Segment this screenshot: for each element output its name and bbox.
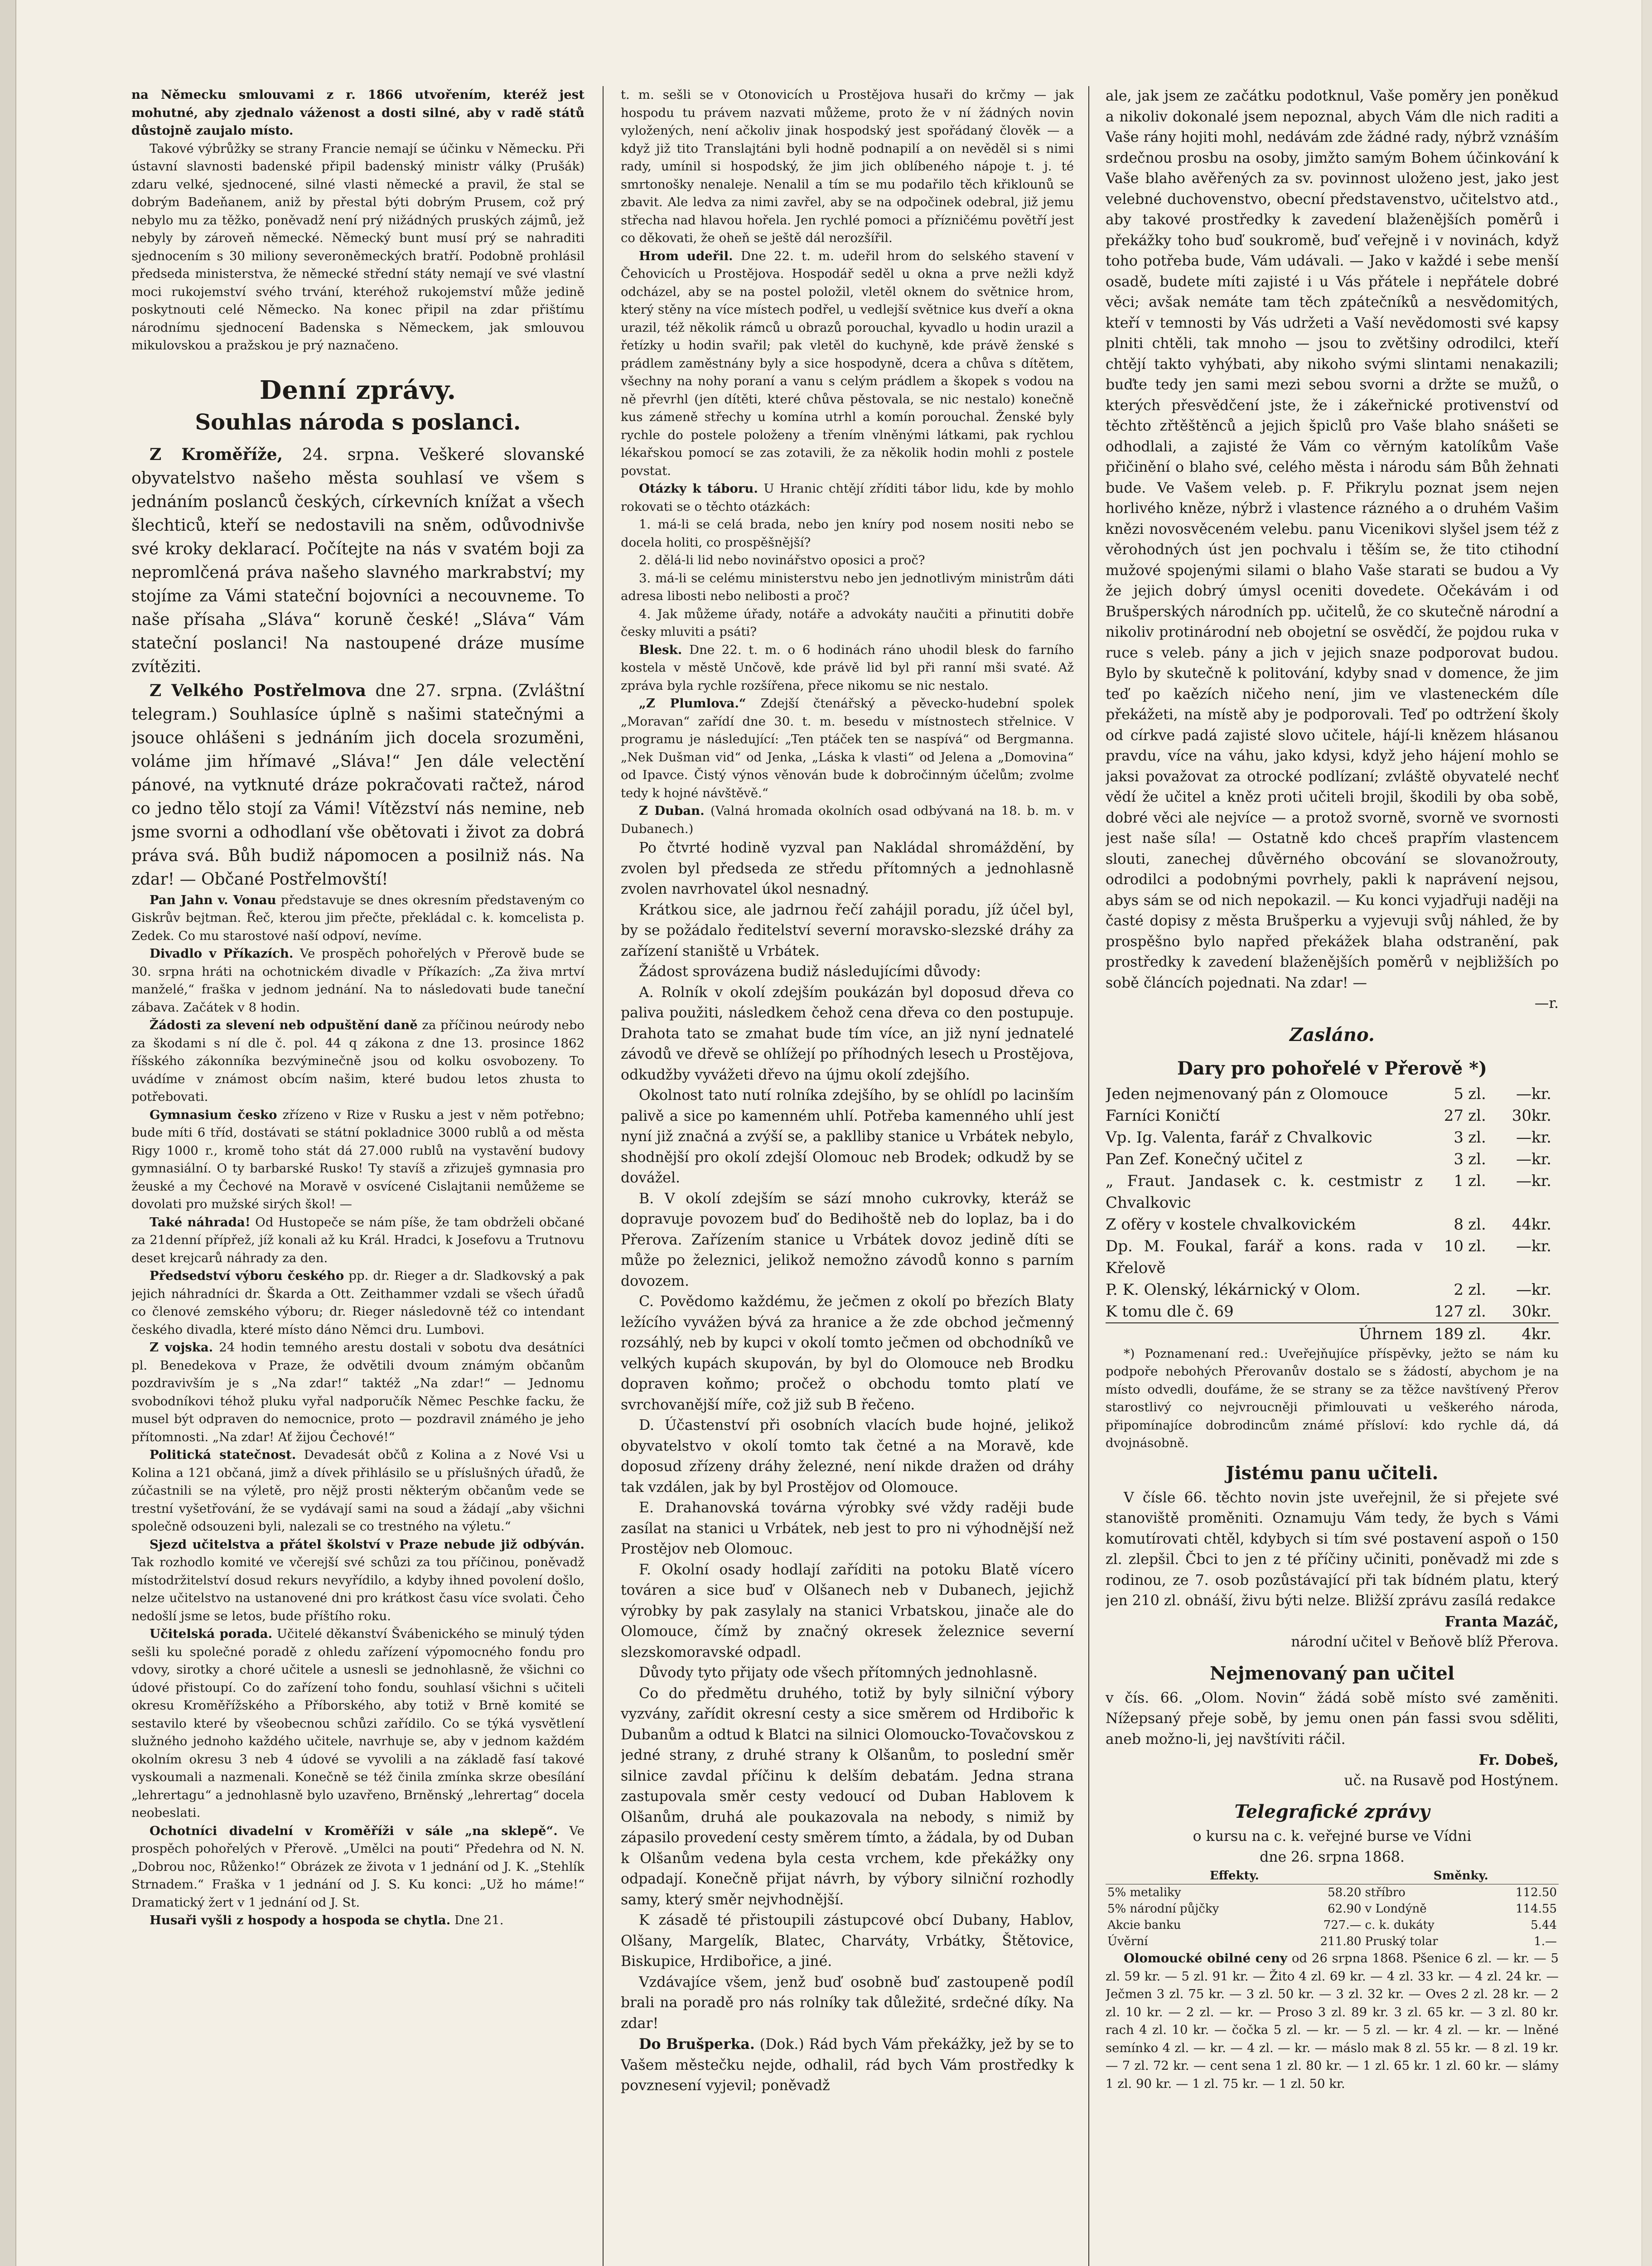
question-item: 2. dělá-li lid nebo novinářstvo oposici a proč? [639,553,925,567]
donation-kr: — [1516,1280,1531,1299]
news-item-body: Zdejší čtenářský a pěvecko-hudební spolek „Moravan“ zařídí dne 30. t. m. besedu v místnostech střelnice. V programu je následující: „Ten ptáček ten se naspívá“ od Bergmanna. „Nek Dušman vid“ od Jenka, „Láska k vlasti“ od Jelena a „Domovina“ od Ipavce. Čistý výnos věnován bude k dobročinným účelům; zvolme tedy k hojné návštěvě.“ [621,696,1074,800]
donation-kr: — [1516,1128,1531,1147]
news-item [131,1912,584,1930]
exchange-row [1106,1933,1559,1950]
news-item-lead: Pan Jahn v. Vonau [150,892,276,907]
news-item-body: Učitelé děkanství Švábenického se minulý týden sešli ku společné poradě z ohledu zařízení výpomocného fondu pro vdovy, sirotky a choré učitele a usnesli se jednohlasně, že všichni co údové přistoupí. Co do zařízení toho fondu, souhlasí všichni s učiteli okresu Kroměřížského a Příborského, aby totiž v Brně komité se sestavilo které by všeobecnou schůzi zařídilo. Co se týká vysvětlení služného jednoho každého učitele, navrhuje se, aby v jednom každém okolním okresu 3 neb 4 údové se vyvolili a na základě fasí takové vyskoumali a nazmenali. Konečně se též činila zmínka skrze obesílání „lehrertagu“ a jednohlasně bylo uzavřeno, Brněnský „lehrertag“ docela neobeslati. [131,1627,584,1820]
kr-unit: kr. [1531,1106,1551,1125]
kr-unit: kr. [1531,1172,1551,1190]
teacher-text: V čísle 66. těchto novin jste uveřejnil, že si přejete své stanoviště proměniti. Oznamuju Vám tedy, že bych s Vámi komutírovati chtěl, kdybych si tím své postavení aspoň o 150 zl. zlepšil. Čbci to jen z té příčiny učiniti, poněvadž mi zde s rodinou, ze 7. osob pozůstávající při tak bídném platu, který jen 210 zl. obnáší, živu býti nelze. Bližší zprávu zasílá redakce [1106,1489,1559,1609]
donor-name: Pan Zef. Konečný učitel z [1106,1150,1303,1168]
question-item: 1. má-li se celá brada, nebo jen kníry pod nosem nositi nebo se docela holiti, co prospěšnější? [621,517,1074,550]
donation-zl: 5 [1454,1085,1464,1103]
news-item-body: představuje se dnes okresním představeným co Giskrův bejtman. Řeč, kterou jim přečte, překládal c. k. komcelista p. Zedek. Co mu starostové naší odpoví, nevíme. [131,892,584,943]
news-items [621,247,1074,516]
question-list [621,516,1074,641]
report-date: dne 27. srpna. [366,681,503,700]
grain-prices-text: od 26 srpna 1868. Pšenice 6 zl. — kr. — 5 zl. 59 kr. — 5 zl. 91 kr. — Žito 4 zl. 69 kr. — 4 zl. 33 kr. — 4 zl. 24 kr. — Ječmen 3 zl. 75 kr. — 3 zl. 50 kr. — 3 zl. 32 kr. — Oves 2 zl. 28 kr. — 2 zl. 10 kr. — 2 zl. — kr. — Proso 3 zl. 89 kr. 3 zl. 65 kr. — 3 zl. 80 kr. rach 4 zl. 10 kr. — čočka 5 zl. — kr. — 5 zl. — kr. 4 zl. — kr. — lněné semínko 4 zl. — kr. — 4 zl. — kr. — máslo mak 8 zl. 55 kr. — 8 zl. 19 kr. — 7 zl. 72 kr. — cent sena 1 zl. 80 kr. — 1 zl. 65 kr. 1 zl. 60 kr. — slámy 1 zl. 90 kr. — 1 zl. 75 kr. — 1 zl. 50 kr. [1106,1951,1559,2091]
telegraph-subtitle: o kursu na c. k. veřejné burse ve Vídni [1193,1828,1472,1845]
kr-unit: kr. [1531,1215,1551,1234]
news-item-body: Devadesát občů z Kolina a z Nové Vsi u Kolina a 121 občaná, jimž a dívek přihlásilo se u příslušných úřadů, že zúčastnili se na výletě, pro nějž prosti některým občanům vede se trestní vyšetřování, že se vydávají sami na soud a žádají „aby všichni společně odsouzeni byli, nalezali se co trestného na výletu.“ [131,1448,584,1534]
donation-zl: 2 [1454,1280,1464,1299]
news-item-lead: Husaři vyšli z hospody a hospoda se chytla. [150,1913,451,1927]
news-item-body: Ve prospěch pohořelých v Přerově. „Umělci na pouti“ Předehra od N. N. „Dobrou noc, Růženko!“ Obrázek ze života v 1 jednání od J. K. „Stehlík Strnadem.“ Fraška v 1 jednání od J. S. Ku konci: „Už ho máme!“ Dramatický žert v 1 jednání od J. St. [131,1823,584,1910]
brusperk-letter [621,2034,1074,2097]
zl-unit: zl. [1468,1106,1486,1125]
donations-table [1106,1083,1559,1345]
donation-kr: — [1516,1085,1531,1103]
column-3 [1106,86,1559,2266]
news-item [131,1267,584,1339]
reason-paragraph: Okolnost tato nutí rolníka zdejšího, by se ohlídl po lacinším palivě a sice po kamenném uhlí. Potřeba kamenného uhlí jest nyní již značná a zvýší se, a paklliby stanice u Vrbátek nebylo, shodnější pro okolí zdejší Olomouc neb Brodek; odkudž by se dovážel. [621,1087,1074,1186]
kr-unit: kr. [1531,1323,1559,1345]
reason-paragraph: F. Okolní osady hodlají zaříditi na potoku Blatě vícero továren a sice buď v Olšanech neb v Dubanech, jejichž výrobky by pak zasylaly na stanici Vrbatskou, jinače ale do Olomouce, čímž by značný okresek železnice severní slezskomoravské odpadl. [621,1561,1074,1661]
exchange-row [1106,1917,1559,1933]
bill-name: c. k. dukáty [1365,1918,1435,1932]
continued-paragraph: t. m. sešli se v Otonovicích u Prostějova husaři do krčmy — jak hospodu tu právem nazvati můžeme, proto že v ní žádných novin vyložených, není ačkoliv jinak hospodský jest spořádaný člověk — a když již tito Translajtáni byli hodně podnapilí a on nevěděl si s nimi rady, umínil si hospodský, že jim jich oblíbeného nápoje t. j. té smrtonošky nenaleje. Nenalil a tím se mu podařilo těch křiklounů se zbavit. Ale ledva za nimi zavřel, aby se na odpočinek odebral, již jemu střecha nad hlavou hořela. Jen rychlé pomoci a přízničému povětří jest co děkovati, že oheň se ještě dál nerozšířil. [621,87,1074,245]
news-item [621,480,1074,516]
news-item-lead: Blesk. [639,642,682,657]
reason-paragraph: B. V okolí zdejším se sází mnoho cukrovky, kteráž se dopravuje povozem buď do Bedihoště neb do loplaz, ba i do Přerova. Zařízením stanice u Vrbátek dovoz jedině díti se může po železnici, jelikož nemožno závodů konno s parním dovozem. [621,1190,1074,1289]
bill-name: stříbro [1365,1886,1406,1899]
news-item-body: pp. dr. Rieger a dr. Sladkovský a pak jejich náhradníci dr. Škarda a Ott. Zeithammer vzdali se všech úřadů co členové zemského výboru; dr. Rieger následovně též co intendant českého divadla, které místo dáno Němci dru. Lumbovi. [131,1269,584,1337]
donation-row [1106,1235,1559,1279]
effect-name: Akcie banku [1107,1918,1181,1932]
binding-edge [0,0,16,2266]
column-rule [603,86,604,2266]
news-item-body: Dne 22. t. m. o 6 hodinách ráno uhodil blesk do farního kostela v městě Unčově, kde právě lid byl při ranní mši svaté. Až zpráva byla rychle rozšířena, přece nikomu se nic nestalo. [621,642,1074,693]
continued-paragraph: ale, jak jsem ze začátku podotknul, Vaše poměry jen poněkud a nikoliv dokonalé jsem nepoznal, abych Vám dle nich raditi a Vaše rány hojiti mohl, nedávám zde žádné rady, nýbrž vznáším srdečnou prosbu na osoby, jimžto samým Bohem účinkování k Vaše blaho avěřených za sv. povinnost uloženo jest, jako jest velebné duchovenstvo, obecní představenstvo, učitelstvo atd., aby takové prostředky k zavedení blaženějších poměrů i překážky toho buď soukromě, buď veřejně i v novinách, když toho potřeba bude, Vám udávali. — Jako v každé i sebe menší osadě, budete míti zajisté i u Vás přátele i nepřátele dobré věci; avšak nemáte tam těch zpátečníků a nesvědomitých, kteří v temnosti by Vás udržeti a Vaší nevědomosti své kapsy plniti chtěli, tak mnoho — jsou to zvětšiny odrodilci, kteří chtějí takto vyhýbati, aby nikoho svými slintami nenakazili; buďte tedy jen sami mezi sebou svorni a držte se mužů, o kterých přesvědčení jste, že i zákeřnické protivenství od těchto zřtěštěnců a jejich špiclů pro Vaše blaho snášeti se odhodlali, a zajisté že Vám co věrným katolíkům Vaše přičinění o blaho své, celého města i národu sám Bůh žehnati bude. Ve Vašem veleb. p. F. Přikrylu poznat jsem nejen horlivého kněze, nýbrž i vlastence rázného a o druhém Vašim knězi novosvěceném velebu. panu Vicenikovi slyšel jsem též z věrohodných úst jen pochvalu i těším se, že tito ctihodní mužové spojenými silami o blaho Vaše starati se budou a Vy že jejich dobrý úmysl oceniti dovedete. Očekávám i od Brušperských národních pp. učitelů, že co skutečně národní a nikoliv protinárodní neb obojetní se osvědčí, že pojdou ruka v ruce s veleb. pány a jich v jejich snaze podporovat budou. Bylo by skutečně k politování, kdyby snad v domence, že jim teď po kaězích ničeho není, jim ve vlasteneckém díle překážeti, na místě aby je podporovali. Teď po odtržení školy od církve padá zajisté slovo učitele, hájí-li knězem hlásanou pravdu, více na váhu, jako kdysi, když jeho hájení mohlo se jaksi považovat za otrocké podlízaní; zvláště obyvatelé nechť vědí že učitel a kněz proti učiteli brojil, škodili by oba sobě, dobré věci ale nejvíce — a protož svorně, svorně ve svornosti jest naše síla! — Ostatně kdo chceš prapřím vlastencem slouti, zanechej důvěrného obcování se slovanožrouty, odrodilci a podobnými povrhely, pakli k naprávení nejsou, abys sám se od nich nepokazil. — Ku konci vyjadřuji naději na časté dopisy z města Brušperku a vyjevuji svůj náhled, že by prospěšno bylo napřed překážek blaha odstranění, pak prostředky k zavedení blaženějších poměrů v nejbližších po sobě článcích pojednati. Na zdar! — [1106,88,1559,991]
donor-name: Jeden nejmenovaný pán z Olomouce [1106,1085,1388,1103]
news-item [131,1625,584,1822]
section-title: Denní zprávy. [259,375,457,405]
news-item-lead: Otázky k táboru. [639,481,758,496]
postrelmov-report [131,679,584,891]
kromeriz-report [131,443,584,679]
donation-zl: 1 [1454,1172,1464,1190]
intro-paragraph: na Německu smlouvami z r. 1866 utvořením, kteréž jest mohutné, aby zjednalo váženost a dosti silné, aby v radě států důstojně zaujalo místo. [131,87,584,138]
news-item [131,945,584,1017]
reason-paragraph: A. Rolník v okolí zdejším poukázán byl doposud dřeva co paliva použiti, následkem čehož cena dřeva co den postupuje. Drahota tato se zmahat bude tím více, an již nyní jednatelé závodů ve dřevě se ohlížejí po příhodných lesech u Prostějova, odkudžby vyvážeti dřevo na újmu okolí zdejšího. [621,984,1074,1083]
effect-name: Úvěrní [1107,1935,1148,1948]
duban-paragraph: Žádost sprovázena budiž následujícími důvody: [639,964,981,980]
zl-unit: zl. [1468,1237,1486,1255]
donation-kr: — [1516,1172,1531,1190]
bill-value: 114.55 [1516,1902,1557,1916]
donation-row [1106,1214,1559,1235]
news-item-lead: Divadlo v Příkazích. [150,946,294,961]
bills-header: Směnky. [1363,1868,1559,1884]
telegraph-heading: Telegrafické zprávy [1234,1801,1430,1822]
news-item-lead: Učitelská porada. [150,1627,273,1641]
donation-row [1106,1083,1559,1105]
news-item-lead: Také náhrada! [150,1215,251,1230]
donor-name: „ Fraut. Jandasek c. k. cestmistr z Chvalkovic [1106,1172,1423,1212]
news-item [131,1536,584,1626]
report-date: 24. srpna. [283,445,400,464]
reason-paragraph: Vzdávajíce všem, jenž buď osobně buď zastoupeně podíl brali na poradě pro nás rolníky tak důležité, srdečné díky. Na zdar! [621,1974,1074,2032]
donation-kr: — [1516,1150,1531,1168]
kr-unit: kr. [1531,1128,1551,1147]
zl-unit: zl. [1468,1215,1486,1234]
teacher-signature: Franta Mazáč, [1444,1613,1559,1630]
grain-prices-title: Olomoucké obilné ceny [1124,1951,1287,1966]
news-item-lead: Z Duban. [639,804,705,818]
exchange-row [1106,1901,1559,1917]
news-items [621,641,1074,838]
bill-value: 5.44 [1531,1918,1557,1932]
donation-row [1106,1148,1559,1170]
donation-row [1106,1170,1559,1214]
reason-paragraph: D. Účastenství při osobních vlacích bude hojné, jelikož obyvatelstvo v okolí tomto tak četné a na Moravě, kde doposud zřízeny dráhy železné, není nikde dražen od dráhy tak vzdálen, jak by byl Prostějov od Olomouce. [621,1417,1074,1496]
donation-kr: 30 [1512,1302,1531,1321]
bill-name: v Londýně [1365,1902,1427,1916]
duban-paragraph: Krátkou sice, ale jadrnou řečí zahájil poradu, jíž účel byl, by se požádalo ředitelství severní moravsko-slezské dráhy za zařízení staniště u Vrbátek. [621,901,1074,959]
donation-zl: 8 [1454,1215,1464,1234]
news-item [621,695,1074,802]
news-item [131,1446,584,1536]
teacher-signature-line: národní učitel v Beňově blíž Přerova. [1291,1634,1559,1650]
teacher-heading: Jistému panu učiteli. [1226,1462,1439,1484]
donation-kr: — [1516,1237,1531,1255]
zl-unit: zl. [1464,1323,1491,1345]
total-label: Úhrnem [1106,1323,1423,1345]
grain-prices [1106,1950,1559,2093]
news-item-lead: „Z Plumlova.“ [639,696,746,711]
news-item-body: zřízeno v Rize v Rusku a jest v něm potřebno; bude míti 6 tříd, dostávati se státní pokladnice 3000 rublů a od města Rigy 1000 r., kromě toho stát dá 27.000 rublů na vystavění budovy gymnasiální. O ty barbarské Rusko! Ty stavíš a zřizuješ gymnasia pro žeuské a my Čechové na Moravě v osvícené Cislajtanii nemůžeme se dovolati pro mužské sirých škol! — [131,1107,584,1211]
reason-paragraph: Důvody tyto přijaty ode všech přítomných jednohlasně. [639,1665,1038,1681]
news-item-body: U Hranic chtějí zříditi tábor lidu, kde by mohlo rokovati se o těchto otázkách: [621,481,1074,514]
news-item-body: Od Hustopeče se nám píše, že tam obdrželi občané za 21denní přípřež, jíž konali až ku Král. Hradci, k Josefovu a Trutnovu deset krejcarů náhrady za den. [131,1215,584,1265]
news-item [621,802,1074,838]
effect-value: 58.20 [1328,1886,1362,1899]
news-item-body: Ve prospěch pohořelých v Přerově bude se 30. srpna hráti na ochotnickém divadle v Příkazích: „Za živa mrtví manželé,“ fraška v jednom jednání. Na to následovati bude taneční zábava. Začátek v 8 hodin. [131,946,584,1015]
anonymous-teacher-text: v čís. 66. „Olom. Novin“ žádá sobě místo své zaměniti. Nížepsaný přeje sobě, by jemu onen pán fassi svou sděliti, aneb možno-li, jej navštíviti ráčil. [1106,1690,1559,1748]
zaslano-heading: Zasláno. [1290,1024,1375,1046]
news-item [131,1214,584,1268]
news-item [621,247,1074,480]
report-body: (Dok.) Rád bych Vám překážky, jež by se to Vašem městečku nejde, odhalil, rád bych Vám prostředky k povznesení vyjevil; poněvadž [621,2036,1074,2094]
donation-total-row [1106,1323,1559,1345]
question-item: 3. má-li se celému ministerstvu nebo jen jednotlivým ministrům dáti adresa libosti nebo nelibosti a proč? [621,571,1074,603]
report-body: Veškeré slovanské obyvatelstvo našeho města souhlasí ve všem s jednáním poslanců českých, církevních knížat a všech šlechticů, kteří se nedostavili na sněm, odůvodnivše své kroky deklarací. Počítejte na nás v svatém boji za nepromlčená práva našeho slavného markrabství; my stojíme za Vámi stateční bojovníci a necouvneme. To naše přísaha „Sláva“ koruně české! „Sláva“ Vám stateční poslanci! Na nastoupené dráze musíme zvítěziti. [131,445,584,676]
donor-name: Dp. M. Foukal, farář a kons. rada v Křelově [1106,1237,1423,1277]
total-kr: 4 [1491,1323,1531,1345]
news-item-lead: Hrom udeřil. [639,248,733,263]
anonymous-teacher-signature-line: uč. na Rusavě pod Hostýnem. [1344,1772,1559,1789]
kr-unit: kr. [1531,1085,1551,1103]
news-item-lead: Gymnasium česko [150,1107,277,1122]
zl-unit: zl. [1468,1150,1486,1168]
news-item-lead: Žádosti za slevení neb odpuštění daně [150,1018,418,1032]
news-item [131,891,584,945]
anonymous-teacher-signature: Fr. Dobeš, [1478,1752,1559,1768]
zl-unit: zl. [1468,1085,1486,1103]
news-item-body: Dne 21. [450,1913,504,1927]
news-item-body: Tak rozhodlo komité ve včerejší své schůzi za tou příčinou, poněvadž místodržitelství dosud rekurs nevyřídilo, a kdyby ihned povolení došlo, nelze učitelstvo na ustanovené dni pro krátkost času více svolati. Čeho nedošlí jsme se letos, bude příštího roku. [131,1555,584,1623]
news-item-lead: Z vojska. [150,1340,213,1355]
donation-row [1106,1105,1559,1127]
zl-unit: zl. [1468,1302,1486,1321]
donor-name: K tomu dle č. 69 [1106,1302,1234,1321]
donation-zl: 10 [1444,1237,1464,1255]
donation-row [1106,1301,1559,1323]
news-item-lead: Politická statečnost. [150,1448,296,1462]
bill-value: 112.50 [1516,1886,1557,1899]
donation-kr: 44 [1512,1215,1531,1234]
news-item [621,641,1074,695]
exchange-row [1106,1884,1559,1901]
donor-name: Z ofěry v kostele chvalkovickém [1106,1215,1356,1234]
effect-value: 211.80 [1320,1935,1362,1948]
news-item [131,1822,584,1912]
kr-unit: kr. [1531,1150,1551,1168]
news-item [131,1106,584,1214]
donation-kr: 30 [1512,1106,1531,1125]
section-subtitle: Souhlas národa s poslanci. [195,409,521,435]
column-rule [1088,86,1089,2266]
kr-unit: kr. [1531,1237,1551,1255]
news-item-lead: Sjezd učitelstva a přátel školství v Praze nebude již odbýván. [150,1537,584,1552]
duban-paragraph: Po čtvrté hodině vyzval pan Nakládal shromáždění, by zvolen byl předseda ze středu přítomných a jednohlasně zvolen navrhovatel úkol nesnadný. [621,840,1074,897]
telegraph-date: dne 26. srpna 1868. [1260,1849,1405,1865]
reason-paragraph: K zásadě té přistoupili zástupcové obcí Dubany, Hablov, Olšany, Margelík, Blatec, Charváty, Vrbátky, Štětovice, Biskupice, Hrdibořice, a jiné. [621,1912,1074,1970]
donation-zl: 3 [1454,1150,1464,1168]
exchange-table [1106,1868,1559,1950]
report-body: (Zvláštní telegram.) Souhlasíce úplně s našimi statečnými a jsouce ohlášeni s jednáním jich docela srozuměni, voláme jim hřímavé „Sláva!“ Jen dále velectění pánové, na vytknuté dráze pokračovati račtež, národ co jedno tělo stojí za Vámi! Vítězství nás nemine, neb jsme svorni a odhodlaní vše obětovati i život za dobrá práva svá. Bůh budiž nápomocen a posilniž nás. Na zdar! — Občané Postřelmovští! [131,681,584,889]
news-item-lead: Předsedství výboru českého [150,1269,344,1283]
question-item: 4. Jak můžeme úřady, notáře a advokáty naučiti a přinutiti dobře česky mluviti a psáti? [621,606,1074,639]
page-edge [1642,0,1652,2266]
politics-paragraph: Takové výbrůžky se strany Francie nemají se účinku v Německu. Při ústavní slavnosti badenské připil badenský ministr války (Prušák) zdaru velké, sjednocené, silné vlasti německé a pravil, že stal se dobrým Badeňanem, aniž by přestal býti dobrým Prusem, což prý nebylo mu za těžko, poněvadž není prý nižádných pruských zájmů, jež nebyly by zároveň německé. Německý bunt musí prý se nahraditi sjednocením s 30 miliony severoněmeckých bratří. Podobně prohlásil předseda ministerstva, že německé střední státy nemají ve své vlastní moci rukojemství svého trvání, kteréhož rukojemství může jedině poskytnouti celé Německo. Na konec připil na zdar přištímu národnímu sjednocení Badenska s Německem, jak smlouvou mikulovskou a pražskou je prý naznačeno. [131,141,584,353]
reason-paragraph: Co do předmětu druhého, totiž by byly silniční výbory vyzvány, zařídit okresní cesty a sice směrem od Hrdibořic k Dubanům a odtud k Blatci na silnici Olomoucko-Tovačovskou z jedné strany, z druhé strany k Olšanům, to poslední směr silnice zavdal příčinu k delším debatám. Jedna strana zastupovala směr cesty vedoucí od Duban Hablovem k Olšanům, druhá ale poukazovala na nebody, s nimiž by zápasilo provedení cesty směrem tímto, a žádala, by od Duban k Olšanům vedena byla cesta vrchem, kde překážky ony odpadají. Konečně přijat návrh, by výbory silniční rozhodly samy, který směr nejvhodnější. [621,1685,1074,1908]
bill-name: Pruský tolar [1365,1935,1438,1948]
reason-paragraph: E. Drahanovská továrna výrobky své vždy raději bude zasílat na stanici u Vrbátek, neb jest to pro ni výhodnější než Prostějov neb Olomouc. [621,1500,1074,1557]
total-zl: 189 [1423,1323,1464,1345]
donation-row [1106,1279,1559,1301]
effect-name: 5% metaliky [1107,1886,1181,1899]
donations-note: *) Poznamenaní red.: Uveřejňujíce příspěvky, ježto se nám ku podpoře nebohých Přerovanův dostalo se s žádostí, abychom je na místo odvedli, doufáme, že se strany se za těžce navštívený Přerov starostlivý co nejvroucněji přimlouvati u veškerého národa, připomínajíce dobrodincům známé přísloví: kdo rychle dá, dá dvojnásobně. [1106,1346,1559,1450]
zl-unit: zl. [1468,1172,1486,1190]
column-2 [621,86,1074,2266]
donations-heading: Dary pro pohořelé v Přerově *) [1177,1057,1487,1079]
reason-paragraph: C. Povědomo každému, že ječmen z okolí po březích Blaty ležícího vyvážen bývá za hranice a že zde obchod ječmenný rozsáhlý, neb by kupci v okolí tomto ječmen od obchodníků ve velkých kupách skupován, by byl do Olomouce neb Brodku dopraven koňmo; pročež o obchodu tomto platí ve svrchovanější míře, což již sub B řečeno. [621,1293,1074,1413]
news-item-body: (Valná hromada okolních osad odbývaná na 18. b. m. v Dubanech.) [621,804,1074,836]
report-lead: Do Brušperka. [639,2036,755,2053]
news-item [131,1017,584,1106]
news-item-body: Dne 22. t. m. udeřil hrom do selského stavení v Čehovicích u Prostějova. Hospodář seděl u okna a prve nežli když odcházel, aby se na postel položil, vletěl oknem do světnice hrom, který stěny na více místech podřel, u vedlejší světnice kus dveří a okna urazil, též několik rámců u obrazů porouchal, kyvadlo u hodin urazil a řetízky u hodin svařil; pak vletěl do kuchyně, kde právě ženské s prádlem zaměstnány byly a sice hospodyně, dcera a chůva s dítětem, všechny na nohy poraní a vanu s celým prádlem a škopek s vodou na ně převrhl (jen dítěti, které chůva pěstovala, se nic nestalo) konečně kus zámeně střechy u komína utrhl a komín porouchal. Ženské byly rychle do postele položeny a třením vlněnými látkami, pak rychlou lékařskou pomocí se zas zotavili, že za několik hodin mohli z postele povstat. [621,248,1074,478]
donation-zl: 27 [1444,1106,1464,1125]
effect-value: 62.90 [1328,1902,1362,1916]
kr-unit: kr. [1531,1302,1551,1321]
donation-row [1106,1127,1559,1148]
news-item-body: 24 hodin temného arestu dostali v sobotu dva desátníci pl. Benedekova v Praze, že odvětili dvoum známým občanům pozdravivším je s „Na zdar!“ taktéž „Na zdar!“ — Jednomu svobodníkovi téhož pluku vyřal nadporučík Němec Peschke facku, že musel být odpraven do nemocnice, proto — pozdravil známého je jeho přítomnosti. „Na zdar! Ať žijou Čechové!“ [131,1340,584,1444]
news-item [131,1339,584,1446]
zl-unit: zl. [1468,1128,1486,1147]
newspaper-sheet [131,86,1559,2266]
signature: —r. [1534,995,1559,1012]
report-lead: Z Velkého Postřelmova [150,681,366,700]
report-lead: Z Kroměříže, [150,445,283,464]
news-item-body: za příčinou neúrody nebo za škodami s ní dle č. pol. 44 q zákona z dne 13. prosince 1862 říšského zákonníka bezvýminečně jsou od kolku osvobozeny. To uvádíme v známost obcím našim, které budou letos zhusta to potřebovati. [131,1018,584,1104]
reasons-list [621,983,1074,2034]
donation-zl: 3 [1454,1128,1464,1147]
kr-unit: kr. [1531,1280,1551,1299]
donor-name: P. K. Olenský, lékárnický v Olom. [1106,1280,1361,1299]
effects-header: Effekty. [1106,1868,1363,1884]
donor-name: Farníci Koničtí [1106,1106,1220,1125]
news-items [131,891,584,1930]
anonymous-teacher-heading: Nejmenovaný pan učitel [1209,1662,1455,1684]
bill-value: 1.— [1534,1935,1557,1948]
effect-value: 727.— [1323,1918,1362,1932]
effect-name: 5% národní půjčky [1107,1902,1219,1916]
donation-zl: 127 [1434,1302,1464,1321]
column-1 [131,86,584,2266]
zl-unit: zl. [1468,1280,1486,1299]
news-item-lead: Ochotníci divadelní v Kroměříži v sále „na sklepě“. [150,1823,558,1838]
donor-name: Vp. Ig. Valenta, farář z Chvalkovic [1106,1128,1372,1147]
